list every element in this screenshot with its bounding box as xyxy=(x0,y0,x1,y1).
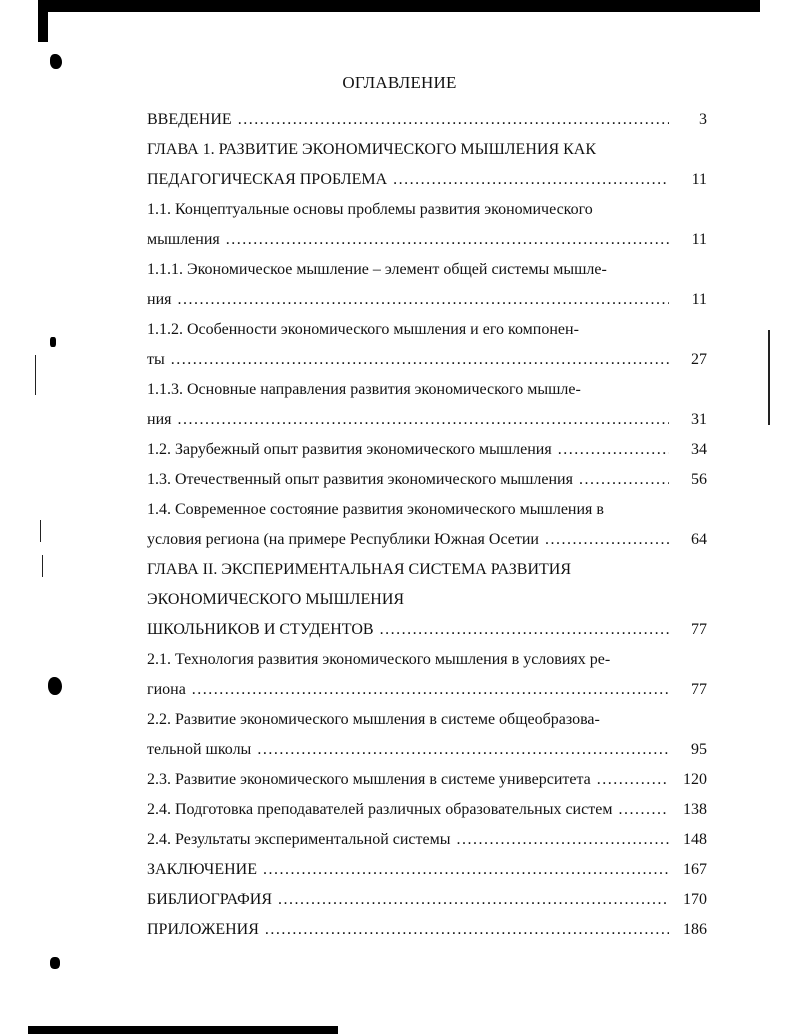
toc-leader-dots xyxy=(263,859,669,881)
toc-entry xyxy=(147,469,707,491)
scan-border-bottom xyxy=(28,1026,338,1034)
toc-entry xyxy=(147,349,707,371)
toc-leader-dots xyxy=(265,919,669,941)
toc-entry-text: 1.1. Концептуальные основы проблемы развития экономического xyxy=(147,201,593,218)
toc-entry xyxy=(147,409,707,431)
toc-entry xyxy=(147,889,707,911)
toc-page-number: 3 xyxy=(699,111,707,128)
toc-entry-text: 1.2. Зарубежный опыт развития экономического мышления xyxy=(147,441,552,458)
toc-entry-text: 1.1.2. Особенности экономического мышления и его компонен- xyxy=(147,321,579,338)
toc-entry-text: ния xyxy=(147,411,172,428)
toc-entry xyxy=(147,169,707,191)
toc-entry xyxy=(147,109,707,131)
toc-entry-text: 2.2. Развитие экономического мышления в системе общеобразова- xyxy=(147,711,600,728)
hole-punch-mark xyxy=(50,957,60,969)
toc-entry-text: условия региона (на примере Республики Южная Осетии xyxy=(147,531,539,548)
toc-entry xyxy=(147,679,707,701)
toc-entry xyxy=(147,139,707,161)
toc-leader-dots xyxy=(618,799,669,821)
toc-leader-dots xyxy=(456,829,669,851)
toc-page-number: 138 xyxy=(683,801,707,818)
toc-page-number: 31 xyxy=(691,411,707,428)
toc-entry xyxy=(147,379,707,401)
toc-entry-text: ПРИЛОЖЕНИЯ xyxy=(147,921,259,938)
toc-leader-dots xyxy=(226,229,669,251)
toc-entry-text: 1.3. Отечественный опыт развития экономического мышления xyxy=(147,471,573,488)
toc-page-number: 11 xyxy=(691,291,707,308)
toc-entry xyxy=(147,289,707,311)
toc-entry xyxy=(147,739,707,761)
scan-border-left xyxy=(38,0,48,42)
toc-entry-text: ты xyxy=(147,351,165,368)
toc-entry-text: 2.1. Технология развития экономического мышления в условиях ре- xyxy=(147,651,611,668)
toc-leader-dots xyxy=(380,619,669,641)
toc-leader-dots xyxy=(238,109,669,131)
toc-page-number: 27 xyxy=(691,351,707,368)
toc-entry xyxy=(147,199,707,221)
toc-entry-text: 1.1.1. Экономическое мышление – элемент общей системы мышле- xyxy=(147,261,607,278)
toc-page-number: 120 xyxy=(683,771,707,788)
toc-page-number: 56 xyxy=(691,471,707,488)
toc-page-number: 11 xyxy=(691,171,707,188)
hole-punch-mark xyxy=(50,337,56,347)
toc-page-number: 64 xyxy=(691,531,707,548)
toc-entry-text: ГЛАВА II. ЭКСПЕРИМЕНТАЛЬНАЯ СИСТЕМА РАЗВИТИЯ xyxy=(147,561,571,578)
toc-leader-dots xyxy=(278,889,669,911)
toc-entry xyxy=(147,559,707,581)
toc-leader-dots xyxy=(177,289,669,311)
toc-entry xyxy=(147,589,707,611)
toc-entry-text: тельной школы xyxy=(147,741,252,758)
scan-mark xyxy=(35,355,36,395)
toc-entry xyxy=(147,319,707,341)
toc-leader-dots xyxy=(177,409,669,431)
toc-page-number: 186 xyxy=(683,921,707,938)
toc-leader-dots xyxy=(558,439,669,461)
scan-border-top xyxy=(38,0,760,12)
toc-entry xyxy=(147,649,707,671)
toc-entry xyxy=(147,499,707,521)
toc-entry-text: ЭКОНОМИЧЕСКОГО МЫШЛЕНИЯ xyxy=(147,591,405,608)
scan-mark xyxy=(42,555,43,577)
toc-entry-text: ния xyxy=(147,291,172,308)
hole-punch-mark xyxy=(48,677,62,695)
toc-entry xyxy=(147,829,707,851)
toc-leader-dots xyxy=(393,169,669,191)
toc-entry-text: мышления xyxy=(147,231,220,248)
toc-entry xyxy=(147,229,707,251)
toc-entry-text: 2.3. Развитие экономического мышления в системе университета xyxy=(147,771,591,788)
toc-leader-dots xyxy=(545,529,669,551)
toc-page-number: 170 xyxy=(683,891,707,908)
toc-entry xyxy=(147,529,707,551)
toc-page-number: 34 xyxy=(691,441,707,458)
toc-entry-text: ПЕДАГОГИЧЕСКАЯ ПРОБЛЕМА xyxy=(147,171,388,188)
toc-entry-text: 1.1.3. Основные направления развития экономического мышле- xyxy=(147,381,581,398)
toc-leader-dots xyxy=(597,769,669,791)
toc-entry-text: ЗАКЛЮЧЕНИЕ xyxy=(147,861,257,878)
toc-leader-dots xyxy=(257,739,669,761)
toc-leader-dots xyxy=(192,679,669,701)
toc-entry xyxy=(147,619,707,641)
toc-entry xyxy=(147,259,707,281)
toc-page-number: 167 xyxy=(683,861,707,878)
toc-entry-text: ГЛАВА 1. РАЗВИТИЕ ЭКОНОМИЧЕСКОГО МЫШЛЕНИЯ КАК xyxy=(147,141,597,158)
toc-page-number: 77 xyxy=(691,681,707,698)
toc-entry xyxy=(147,859,707,881)
toc-entry-text: ВВЕДЕНИЕ xyxy=(147,111,232,128)
toc-leader-dots xyxy=(579,469,669,491)
toc-entry xyxy=(147,919,707,941)
scan-mark-right xyxy=(768,330,770,425)
toc-page-number: 11 xyxy=(691,231,707,248)
toc-page-number: 77 xyxy=(691,621,707,638)
scan-mark xyxy=(40,520,41,542)
toc-page-number: 148 xyxy=(683,831,707,848)
toc-entry-text: гиона xyxy=(147,681,186,698)
hole-punch-mark xyxy=(50,54,62,69)
toc-entry-text: 2.4. Подготовка преподавателей различных образовательных систем xyxy=(147,801,613,818)
toc-entry xyxy=(147,769,707,791)
toc-entry-text: БИБЛИОГРАФИЯ xyxy=(147,891,273,908)
toc-entry xyxy=(147,439,707,461)
toc-entry xyxy=(147,709,707,731)
toc-entry xyxy=(147,799,707,821)
toc-entry-text: 2.4. Результаты экспериментальной системы xyxy=(147,831,451,848)
page-title: ОГЛАВЛЕНИЕ xyxy=(342,73,457,92)
toc-entry-text: ШКОЛЬНИКОВ И СТУДЕНТОВ xyxy=(147,621,374,638)
toc-page-number: 95 xyxy=(691,741,707,758)
toc-entry-text: 1.4. Современное состояние развития экономического мышления в xyxy=(147,501,604,518)
toc-leader-dots xyxy=(171,349,669,371)
